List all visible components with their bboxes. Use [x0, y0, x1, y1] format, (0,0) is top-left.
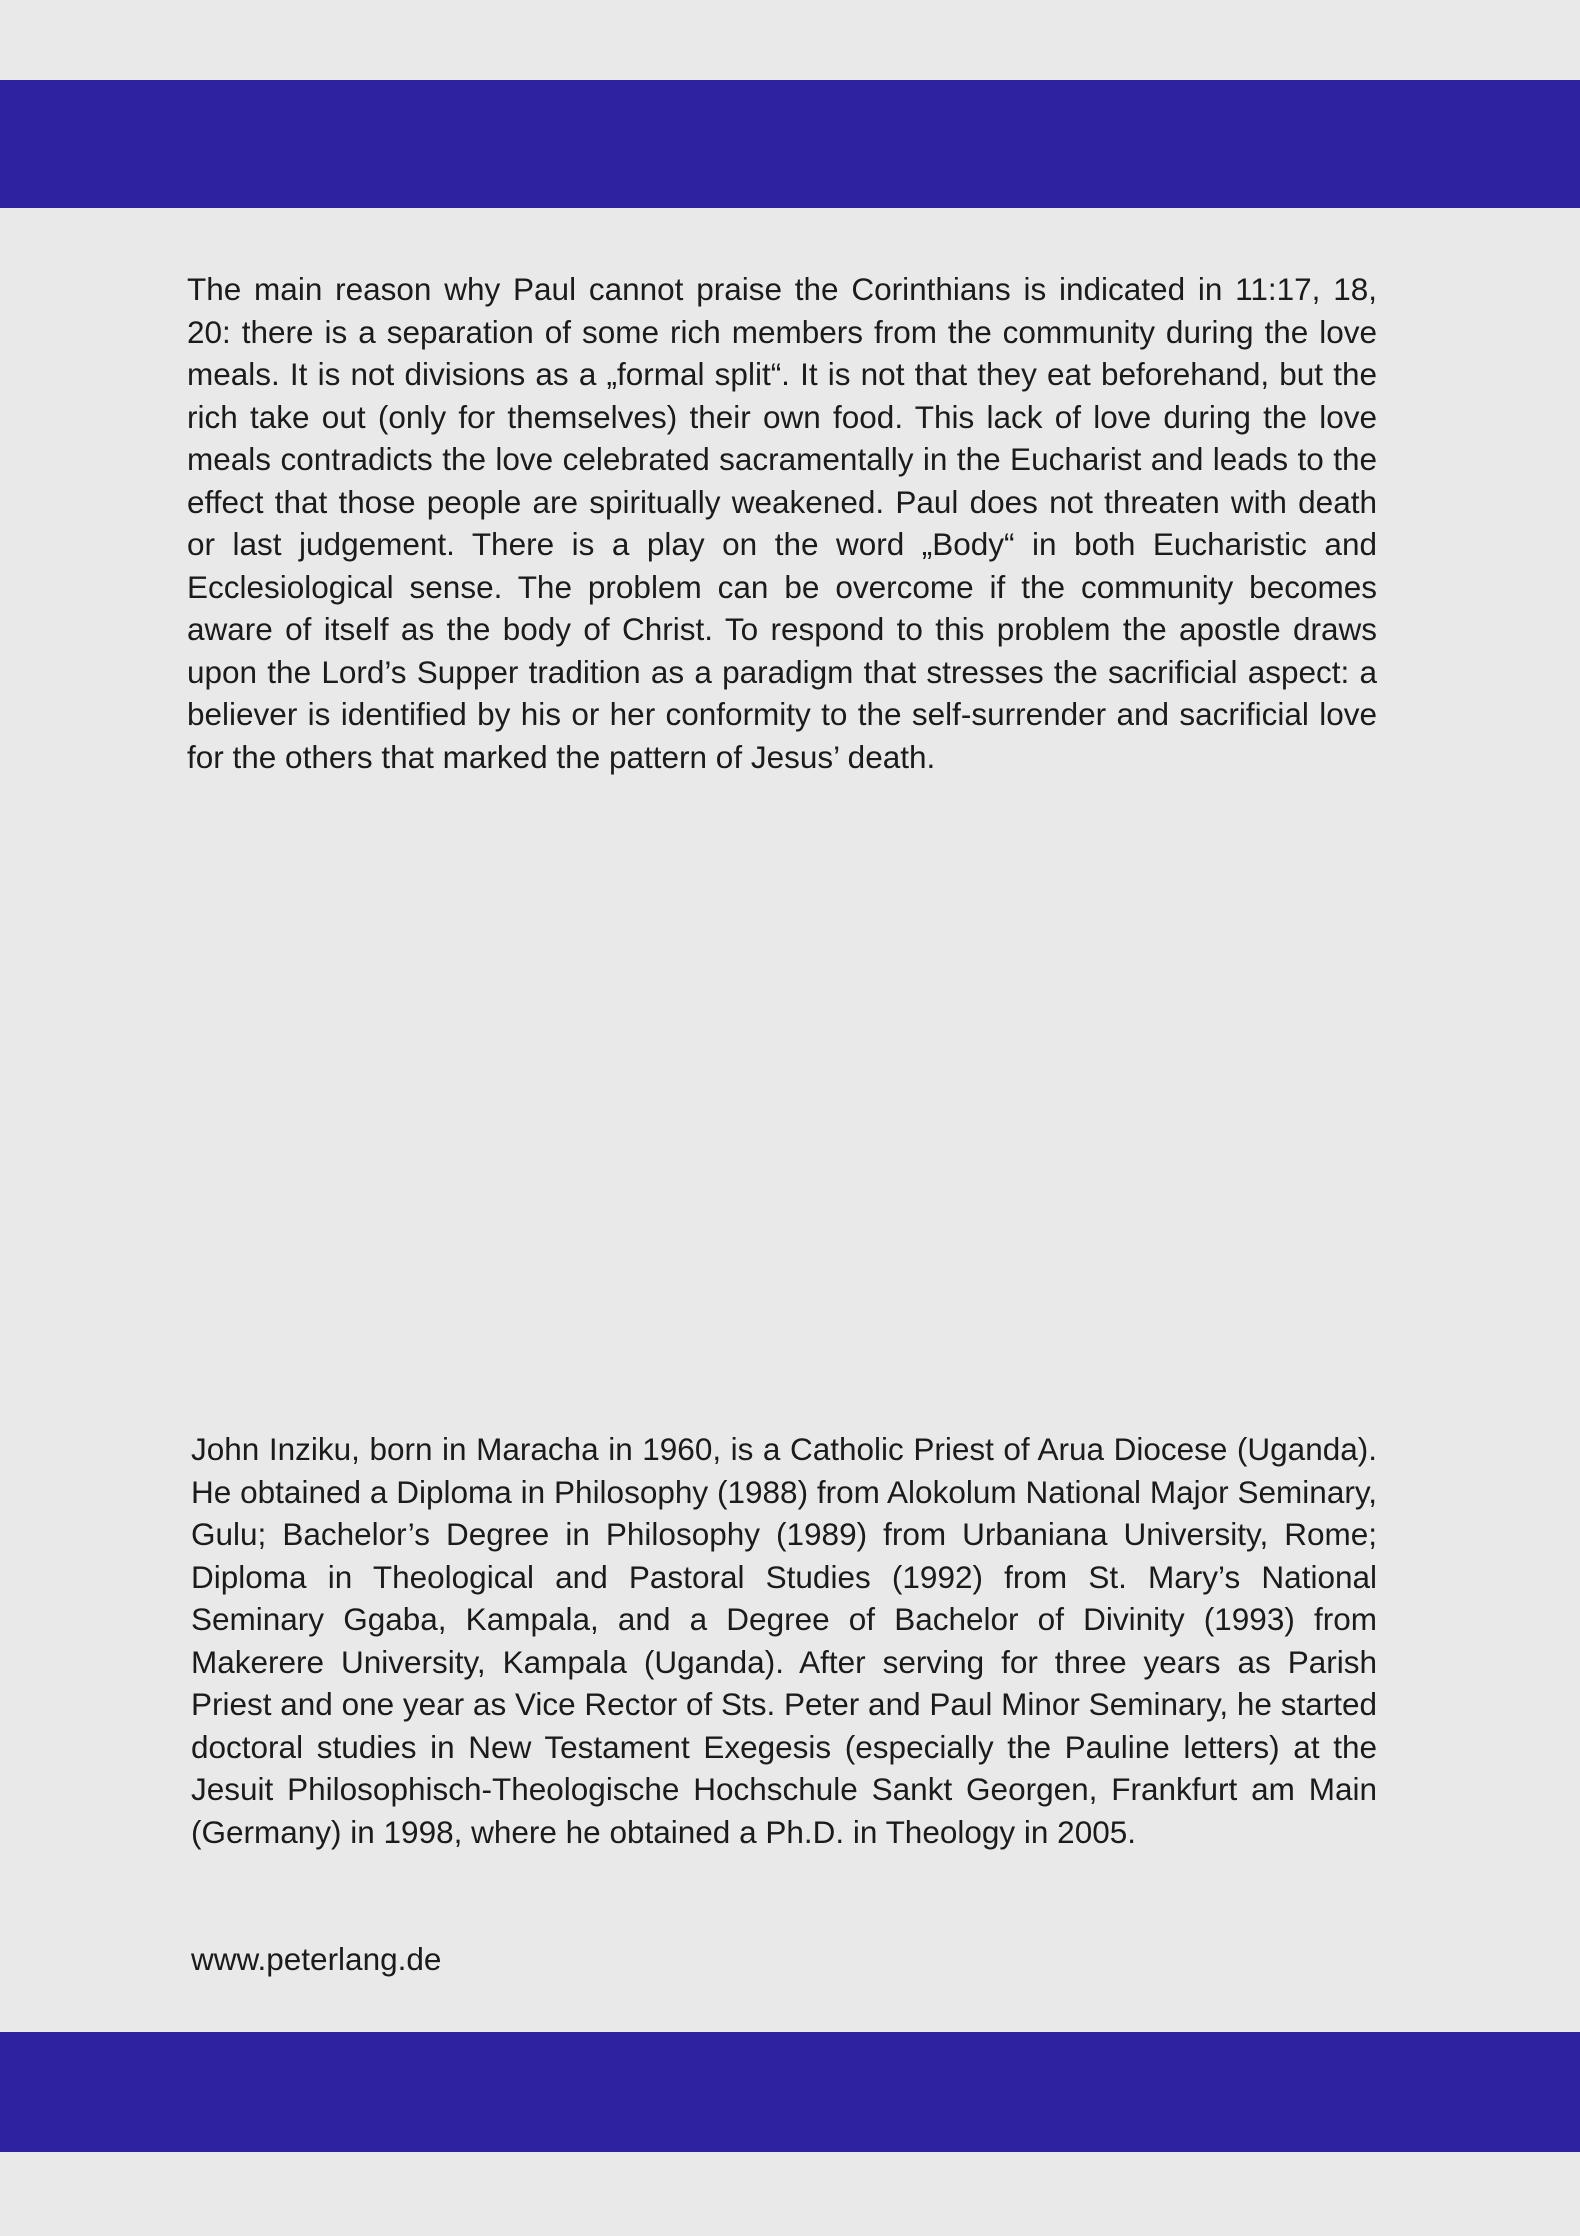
bottom-color-band — [0, 2032, 1580, 2152]
book-blurb-paragraph: The main reason why Paul cannot praise the Corinthians is indicated in 11:17, 18, 20: there is a separation of some rich members from the community during the love meals. It is not divisions as a „formal split“. It is not that they eat beforehand, but the rich take out (only for themselves) their own food. This lack of love during the love meals contradicts the love celebrated sacramentally in the Eucharist and leads to the effect that those people are spiritually weakened. Paul does not threaten with death or last judgement. There is a play on the word „Body“ in both Eucharistic and Ecclesiological sense. The problem can be overcome if the community becomes aware of itself as the body of Christ. To respond to this problem the apostle draws upon the Lord’s Supper tradition as a paradigm that stresses the sacrificial aspect: a believer is identified by his or her conformity to the self-surrender and sacrificial love for the others that marked the pattern of Jesus’ death. — [187, 271, 1377, 775]
publisher-url-link[interactable]: www.peterlang.de — [191, 1941, 442, 1977]
top-color-band — [0, 80, 1580, 208]
author-bio-paragraph: John Inziku, born in Maracha in 1960, is a Catholic Priest of Arua Diocese (Uganda). He obtained a Diploma in Philosophy (1988) from Alokolum National Major Seminary, Gulu; Bachelor’s Degree in Philosophy (1989) from Urbaniana University, Rome; Diploma in Theological and Pastoral Studies (1992) from St. Mary’s National Seminary Ggaba, Kampala, and a Degree of Bachelor of Divinity (1993) from Makerere University, Kampala (Uganda). After serving for three years as Parish Priest and one year as Vice Rector of Sts. Peter and Paul Minor Seminary, he started doctoral studies in New Testament Exegesis (especially the Pauline letters) at the Jesuit Philosophisch-Theologische Hochschule Sankt Georgen, Frankfurt am Main (Germany) in 1998, where he obtained a Ph.D. in Theology in 2005. — [191, 1431, 1377, 1850]
